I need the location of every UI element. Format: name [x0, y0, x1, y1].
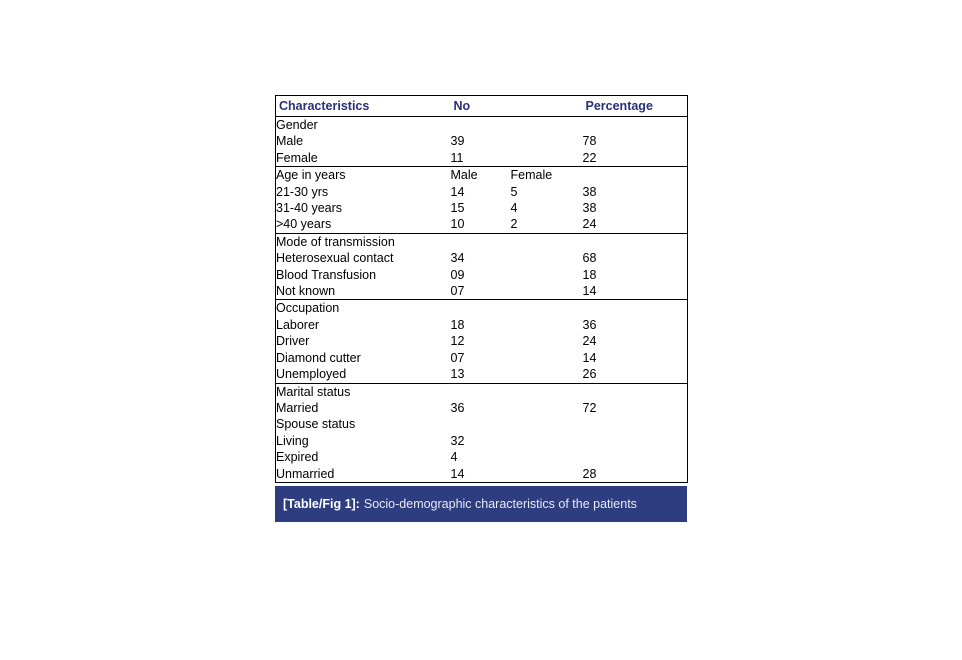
cell-no [451, 416, 583, 432]
table-row [276, 117, 688, 134]
row-label: Unemployed [276, 366, 451, 383]
cell-percentage: 26 [583, 366, 688, 383]
table-row [276, 200, 688, 216]
row-label: 21-30 yrs [276, 184, 329, 199]
table-caption [275, 486, 687, 522]
cell-no [451, 200, 583, 216]
cell-percentage: 22 [583, 150, 688, 167]
cell-no: 4 [450, 450, 458, 465]
cell-no-male: 14 [450, 184, 465, 199]
table-row [276, 150, 688, 167]
cell-percentage [583, 117, 688, 134]
cell-no: 09 [450, 267, 465, 282]
column-header-no: No [451, 96, 583, 117]
table-row [276, 433, 688, 449]
cell-no: 07 [451, 283, 583, 300]
cell-percentage [583, 449, 688, 465]
cell-no: 18 [450, 317, 465, 332]
sub-header-female: Female [510, 168, 553, 183]
cell-no: 36 [450, 400, 465, 415]
table-row [276, 416, 688, 432]
table-row [276, 300, 688, 317]
cell-percentage: 78 [582, 134, 597, 149]
group-title-age: Age in years [276, 168, 346, 183]
row-label: Unmarried [276, 466, 335, 481]
cell-no: 11 [451, 150, 583, 167]
cell-no: 32 [450, 433, 465, 448]
row-label: 31-40 years [276, 201, 343, 216]
row-label: >40 years [276, 216, 451, 233]
cell-percentage: 18 [582, 267, 597, 282]
table-row [276, 366, 688, 383]
table-row [276, 184, 688, 200]
row-label: Laborer [276, 317, 320, 332]
table-row [276, 283, 688, 300]
cell-percentage [583, 233, 688, 250]
table-container [275, 95, 687, 483]
cell-no-male: 10 [450, 217, 465, 232]
cell-no-female: 2 [510, 217, 518, 232]
table-row [276, 250, 688, 266]
table-row [276, 350, 688, 366]
cell-no-female: 4 [510, 201, 518, 216]
row-label: Spouse status [276, 417, 356, 432]
row-label: Diamond cutter [276, 350, 361, 365]
cell-no [451, 233, 583, 250]
cell-no: 12 [450, 334, 465, 349]
cell-no-female: 5 [510, 184, 518, 199]
cell-no [451, 184, 583, 200]
table-row [276, 133, 688, 149]
column-header-percentage: Percentage [583, 96, 688, 117]
row-label: Driver [276, 334, 310, 349]
table-row [276, 233, 688, 250]
cell-percentage [583, 383, 688, 400]
row-label: Female [276, 150, 451, 167]
table-row [276, 167, 688, 184]
table-row [276, 449, 688, 465]
row-label: Living [276, 433, 309, 448]
cell-percentage: 36 [582, 317, 597, 332]
cell-no: 39 [450, 134, 465, 149]
cell-percentage [583, 416, 688, 432]
group-title-occupation: Occupation [276, 301, 340, 316]
cell-percentage: 28 [582, 466, 597, 481]
cell-percentage: 14 [583, 283, 688, 300]
cell-no [451, 383, 583, 400]
cell-sub-headers [451, 167, 583, 184]
table-row [276, 383, 688, 400]
cell-no: 34 [450, 251, 465, 266]
table-row [276, 333, 688, 349]
cell-no-male: 15 [450, 201, 465, 216]
row-label: Heterosexual contact [276, 251, 394, 266]
socio-demographic-table [275, 95, 688, 483]
cell-percentage: 72 [582, 400, 597, 415]
cell-percentage: 38 [582, 184, 597, 199]
cell-percentage: 24 [582, 334, 597, 349]
cell-percentage: 24 [583, 216, 688, 233]
row-label: Expired [276, 450, 319, 465]
table-header-row [276, 96, 688, 117]
group-title-gender: Gender [276, 118, 318, 132]
cell-no [451, 216, 583, 233]
cell-no: 13 [451, 366, 583, 383]
row-label: Blood Transfusion [276, 267, 377, 282]
row-label: Male [276, 134, 304, 149]
cell-no [451, 300, 583, 317]
cell-percentage [583, 167, 688, 184]
table-row [276, 317, 688, 333]
group-title-mode-of-transmission: Mode of transmission [276, 234, 395, 249]
cell-percentage: 14 [582, 350, 597, 365]
caption-label: [Table/Fig 1]: [283, 497, 360, 511]
row-label: Not known [276, 283, 451, 300]
cell-percentage [583, 433, 688, 449]
column-header-characteristics: Characteristics [276, 96, 451, 117]
table-row [276, 466, 688, 483]
sub-header-male: Male [450, 168, 478, 183]
cell-no [451, 117, 583, 134]
table-row [276, 216, 688, 233]
caption-text: Socio-demographic characteristics of the patients [363, 497, 637, 511]
cell-no: 07 [450, 350, 465, 365]
cell-percentage [583, 300, 688, 317]
cell-percentage: 38 [582, 201, 597, 216]
table-row [276, 400, 688, 416]
group-title-marital-status: Marital status [276, 384, 351, 399]
cell-percentage: 68 [582, 251, 597, 266]
table-row [276, 267, 688, 283]
row-label: Married [276, 400, 319, 415]
cell-no: 14 [450, 466, 465, 481]
